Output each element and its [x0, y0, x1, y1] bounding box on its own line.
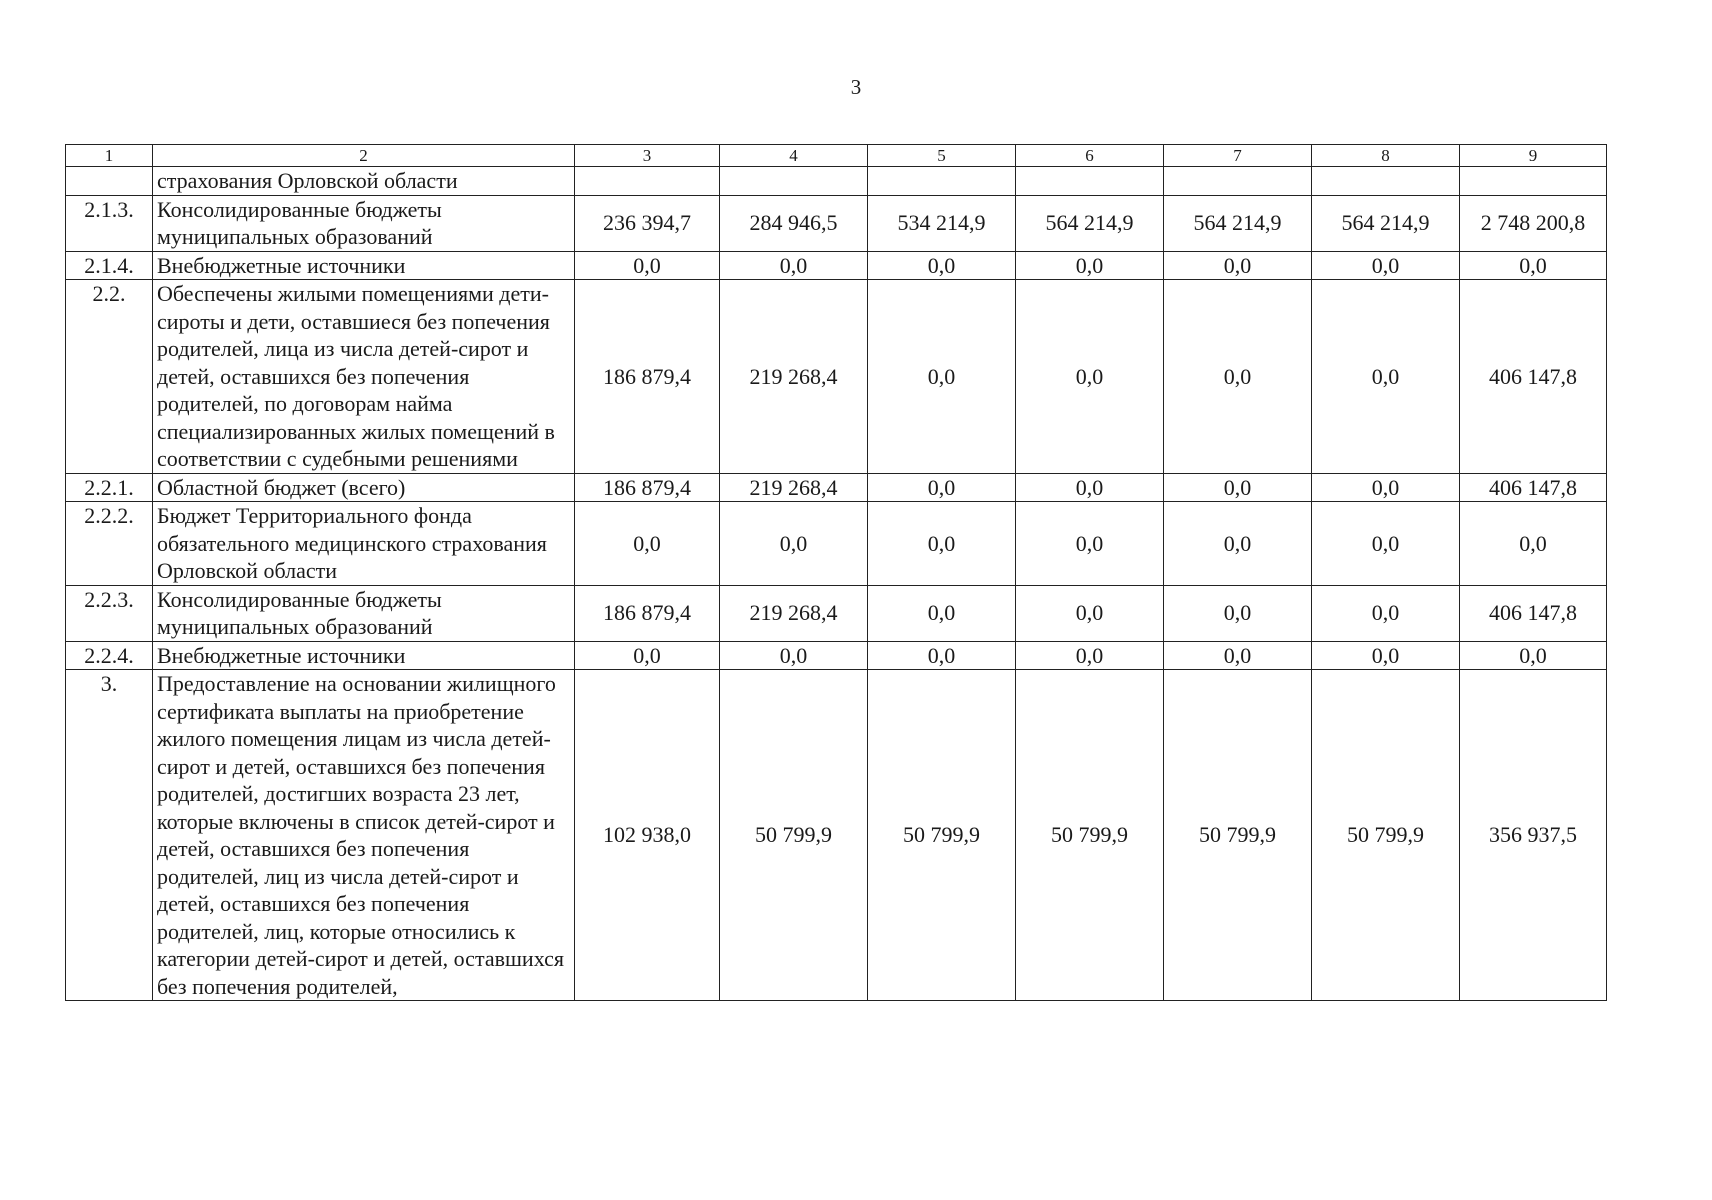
column-header: 3	[575, 145, 720, 167]
row-value: 0,0	[720, 641, 868, 670]
page-number: 3	[850, 75, 862, 99]
row-value: 0,0	[1016, 585, 1164, 641]
row-value: 0,0	[575, 502, 720, 586]
row-value	[868, 167, 1016, 196]
row-number: 3.	[66, 670, 153, 1001]
row-value: 50 799,9	[1164, 670, 1312, 1001]
row-value: 0,0	[1164, 502, 1312, 586]
column-header: 5	[868, 145, 1016, 167]
row-number: 2.2.	[66, 280, 153, 474]
row-value: 406 147,8	[1460, 473, 1607, 502]
row-name: Предоставление на основании жилищного сертификата выплаты на приобретение жилого помещения лицам из числа детей-сирот и детей, оставшихся без попечения родителей, достигших возраста 23 лет, которые включены в список детей-сирот и детей, оставшихся без попечения родителей, лиц из числа детей-сирот и детей, оставшихся без попечения родителей, лиц, которые относились к категории детей-сирот и детей, оставшихся без попечения родителей,	[153, 670, 575, 1001]
row-value: 534 214,9	[868, 195, 1016, 251]
column-header: 1	[66, 145, 153, 167]
row-value: 0,0	[1164, 641, 1312, 670]
row-value: 186 879,4	[575, 585, 720, 641]
column-header: 2	[153, 145, 575, 167]
row-value	[1016, 167, 1164, 196]
row-value: 219 268,4	[720, 585, 868, 641]
row-value: 50 799,9	[1312, 670, 1460, 1001]
table-row	[66, 585, 1607, 641]
row-value: 0,0	[1460, 502, 1607, 586]
row-value	[575, 167, 720, 196]
row-value: 50 799,9	[868, 670, 1016, 1001]
row-value: 0,0	[1460, 641, 1607, 670]
row-value: 0,0	[1312, 585, 1460, 641]
row-value: 356 937,5	[1460, 670, 1607, 1001]
row-value: 0,0	[575, 641, 720, 670]
table-row	[66, 167, 1607, 196]
row-value: 0,0	[1016, 280, 1164, 474]
table-row	[66, 251, 1607, 280]
table-row	[66, 641, 1607, 670]
row-value: 102 938,0	[575, 670, 720, 1001]
row-value: 0,0	[1016, 473, 1164, 502]
row-value: 0,0	[1164, 473, 1312, 502]
column-header: 8	[1312, 145, 1460, 167]
row-value: 186 879,4	[575, 280, 720, 474]
row-value: 0,0	[868, 641, 1016, 670]
row-value: 406 147,8	[1460, 585, 1607, 641]
column-header: 7	[1164, 145, 1312, 167]
column-header: 9	[1460, 145, 1607, 167]
row-value: 0,0	[720, 502, 868, 586]
row-value: 406 147,8	[1460, 280, 1607, 474]
row-value: 0,0	[1016, 641, 1164, 670]
table-row	[66, 670, 1607, 1001]
row-name: Внебюджетные источники	[153, 251, 575, 280]
row-value	[1164, 167, 1312, 196]
row-value: 219 268,4	[720, 473, 868, 502]
row-value: 0,0	[868, 280, 1016, 474]
table-row	[66, 502, 1607, 586]
row-value: 0,0	[575, 251, 720, 280]
row-value: 0,0	[1164, 251, 1312, 280]
row-number	[66, 167, 153, 196]
row-value: 0,0	[1312, 502, 1460, 586]
table-row	[66, 280, 1607, 474]
row-value: 564 214,9	[1312, 195, 1460, 251]
column-header: 6	[1016, 145, 1164, 167]
row-number: 2.1.4.	[66, 251, 153, 280]
row-name: Бюджет Территориального фонда обязательного медицинского страхования Орловской области	[153, 502, 575, 586]
row-number: 2.2.1.	[66, 473, 153, 502]
row-value: 0,0	[1016, 502, 1164, 586]
row-value: 0,0	[1312, 251, 1460, 280]
row-value: 284 946,5	[720, 195, 868, 251]
row-number: 2.2.3.	[66, 585, 153, 641]
row-value: 564 214,9	[1164, 195, 1312, 251]
row-value: 0,0	[1460, 251, 1607, 280]
row-number: 2.1.3.	[66, 195, 153, 251]
row-value: 0,0	[868, 585, 1016, 641]
row-value: 219 268,4	[720, 280, 868, 474]
row-value: 0,0	[1312, 280, 1460, 474]
row-number: 2.2.4.	[66, 641, 153, 670]
row-name: Обеспечены жилыми помещениями дети-сироты и дети, оставшиеся без попечения родителей, лица из числа детей-сирот и детей, оставшихся без попечения родителей, по договорам найма специализированных жилых помещений в соответствии с судебными решениями	[153, 280, 575, 474]
row-name: страхования Орловской области	[153, 167, 575, 196]
row-name: Областной бюджет (всего)	[153, 473, 575, 502]
row-value: 50 799,9	[720, 670, 868, 1001]
row-value: 0,0	[720, 251, 868, 280]
row-value: 0,0	[1312, 473, 1460, 502]
row-name: Консолидированные бюджеты муниципальных образований	[153, 585, 575, 641]
row-name: Консолидированные бюджеты муниципальных образований	[153, 195, 575, 251]
row-value: 0,0	[1312, 641, 1460, 670]
row-value: 0,0	[868, 473, 1016, 502]
row-value	[720, 167, 868, 196]
row-value: 50 799,9	[1016, 670, 1164, 1001]
header-row	[66, 145, 1607, 167]
budget-table	[65, 144, 1607, 1001]
row-value: 0,0	[1164, 280, 1312, 474]
row-value: 186 879,4	[575, 473, 720, 502]
row-value: 2 748 200,8	[1460, 195, 1607, 251]
row-value	[1460, 167, 1607, 196]
row-value: 0,0	[868, 251, 1016, 280]
table-row	[66, 195, 1607, 251]
row-value	[1312, 167, 1460, 196]
row-value: 0,0	[1016, 251, 1164, 280]
column-header: 4	[720, 145, 868, 167]
row-value: 0,0	[868, 502, 1016, 586]
table-row	[66, 473, 1607, 502]
row-name: Внебюджетные источники	[153, 641, 575, 670]
row-value: 564 214,9	[1016, 195, 1164, 251]
row-value: 0,0	[1164, 585, 1312, 641]
row-number: 2.2.2.	[66, 502, 153, 586]
row-value: 236 394,7	[575, 195, 720, 251]
